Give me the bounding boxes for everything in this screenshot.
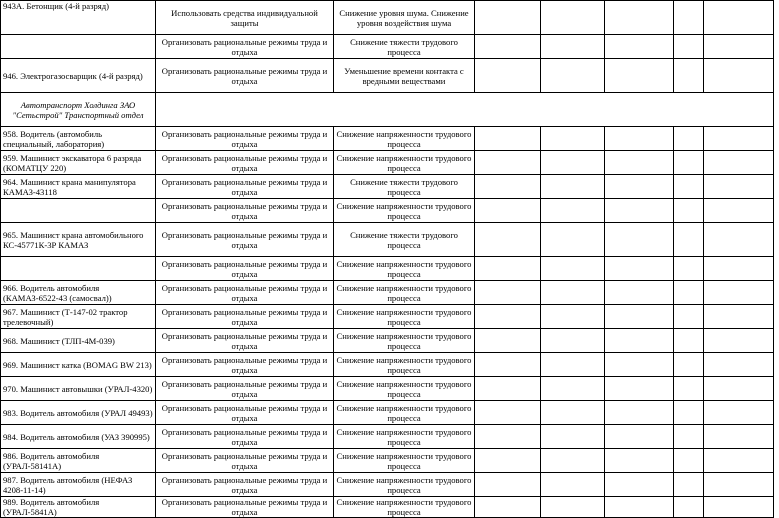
empty-cell: [674, 473, 704, 497]
empty-cell: [605, 59, 674, 93]
empty-cell: [605, 1, 674, 35]
empty-cell: [475, 199, 541, 223]
measure-cell: Организовать рациональные режимы труда и отдыха: [156, 151, 334, 175]
empty-cell: [674, 497, 704, 518]
table-row: [1, 223, 774, 257]
empty-cell: [674, 59, 704, 93]
empty-cell: [605, 305, 674, 329]
position-cell: 970. Машинист автовышки (УРАЛ-4320): [1, 377, 156, 401]
table-row: [1, 305, 774, 329]
empty-cell: [674, 199, 704, 223]
empty-cell: [541, 449, 605, 473]
table-row: [1, 449, 774, 473]
empty-cell: [704, 257, 774, 281]
empty-cell: [541, 329, 605, 353]
measure-cell: Организовать рациональные режимы труда и отдыха: [156, 353, 334, 377]
empty-cell: [541, 305, 605, 329]
empty-cell: [475, 175, 541, 199]
empty-cell: [475, 305, 541, 329]
measure-cell: Использовать средства индивидуальной защиты: [156, 1, 334, 35]
goal-cell: Снижение тяжести трудового процесса: [334, 35, 475, 59]
empty-cell: [475, 329, 541, 353]
empty-cell: [674, 353, 704, 377]
table-row: [1, 199, 774, 223]
position-cell: 965. Машинист крана автомобильного КС-45771К-3Р КАМАЗ: [1, 223, 156, 257]
empty-cell: [475, 473, 541, 497]
goal-cell: Уменьшение времени контакта с вредными веществами: [334, 59, 475, 93]
empty-cell: [475, 497, 541, 518]
position-cell: 967. Машинист (Т-147-02 трактор трелевочный): [1, 305, 156, 329]
table-row: [1, 151, 774, 175]
position-cell: 968. Машинист (ТЛП-4М-039): [1, 329, 156, 353]
table-row: [1, 377, 774, 401]
measure-cell: Организовать рациональные режимы труда и отдыха: [156, 449, 334, 473]
table-row: [1, 497, 774, 518]
empty-cell: [674, 401, 704, 425]
empty-cell: [475, 281, 541, 305]
measure-cell: Организовать рациональные режимы труда и отдыха: [156, 35, 334, 59]
goal-cell: Снижение уровня шума. Снижение уровня воздействия шума: [334, 1, 475, 35]
table-row: [1, 257, 774, 281]
empty-cell: [704, 401, 774, 425]
position-cell: 987. Водитель автомобиля (НЕФАЗ 4208-11-14): [1, 473, 156, 497]
measure-cell: Организовать рациональные режимы труда и отдыха: [156, 199, 334, 223]
empty-cell: [541, 199, 605, 223]
empty-cell: [475, 257, 541, 281]
empty-cell: [475, 425, 541, 449]
measure-cell: Организовать рациональные режимы труда и отдыха: [156, 281, 334, 305]
table-row: [1, 353, 774, 377]
goal-cell: Снижение напряженности трудового процесса: [334, 377, 475, 401]
empty-cell: [605, 281, 674, 305]
empty-cell: [674, 223, 704, 257]
goal-cell: Снижение напряженности трудового процесса: [334, 425, 475, 449]
table-row: [1, 127, 774, 151]
empty-cell: [541, 257, 605, 281]
empty-cell: [704, 223, 774, 257]
measure-cell: Организовать рациональные режимы труда и отдыха: [156, 425, 334, 449]
table-row: [1, 281, 774, 305]
empty-cell: [674, 329, 704, 353]
empty-cell: [704, 1, 774, 35]
section-row: [1, 93, 774, 127]
empty-cell: [605, 473, 674, 497]
position-cell: 959. Машинист экскаватора 6 разряда (КОМАТЦУ 220): [1, 151, 156, 175]
empty-cell: [475, 35, 541, 59]
empty-cell: [475, 377, 541, 401]
empty-cell: [674, 151, 704, 175]
empty-cell: [605, 449, 674, 473]
table-row: [1, 59, 774, 93]
empty-cell: [156, 93, 774, 127]
empty-cell: [704, 35, 774, 59]
empty-cell: [541, 353, 605, 377]
empty-cell: [541, 59, 605, 93]
empty-cell: [475, 59, 541, 93]
empty-cell: [605, 35, 674, 59]
empty-cell: [605, 353, 674, 377]
empty-cell: [605, 199, 674, 223]
goal-cell: Снижение напряженности трудового процесса: [334, 449, 475, 473]
empty-cell: [704, 59, 774, 93]
empty-cell: [541, 175, 605, 199]
goal-cell: Снижение напряженности трудового процесса: [334, 473, 475, 497]
table-body: [1, 1, 774, 518]
table-row: [1, 1, 774, 35]
measure-cell: Организовать рациональные режимы труда и отдыха: [156, 175, 334, 199]
empty-cell: [704, 305, 774, 329]
goal-cell: Снижение напряженности трудового процесса: [334, 281, 475, 305]
empty-cell: [541, 377, 605, 401]
position-cell: [1, 199, 156, 223]
goal-cell: Снижение напряженности трудового процесса: [334, 353, 475, 377]
position-cell: 966. Водитель автомобиля (КАМАЗ-6522-43 (самосвал)): [1, 281, 156, 305]
goal-cell: Снижение напряженности трудового процесса: [334, 199, 475, 223]
measure-cell: Организовать рациональные режимы труда и отдыха: [156, 329, 334, 353]
empty-cell: [605, 257, 674, 281]
empty-cell: [605, 127, 674, 151]
position-cell: 986. Водитель автомобиля (УРАЛ-58141А): [1, 449, 156, 473]
empty-cell: [674, 425, 704, 449]
measure-cell: Организовать рациональные режимы труда и отдыха: [156, 497, 334, 518]
empty-cell: [704, 175, 774, 199]
goal-cell: Снижение тяжести трудового процесса: [334, 175, 475, 199]
empty-cell: [475, 151, 541, 175]
goal-cell: Снижение напряженности трудового процесса: [334, 127, 475, 151]
measure-cell: Организовать рациональные режимы труда и отдыха: [156, 473, 334, 497]
empty-cell: [475, 223, 541, 257]
table-row: [1, 35, 774, 59]
empty-cell: [605, 497, 674, 518]
empty-cell: [541, 223, 605, 257]
empty-cell: [605, 223, 674, 257]
goal-cell: Снижение напряженности трудового процесса: [334, 401, 475, 425]
position-cell: 946. Электрогазосварщик (4-й разряд): [1, 59, 156, 93]
empty-cell: [605, 175, 674, 199]
empty-cell: [704, 449, 774, 473]
empty-cell: [674, 281, 704, 305]
empty-cell: [674, 257, 704, 281]
position-cell: 983. Водитель автомобиля (УРАЛ 49493): [1, 401, 156, 425]
measure-cell: Организовать рациональные режимы труда и отдыха: [156, 223, 334, 257]
section-title: Автотранспорт Холдинга ЗАО "Сетьстрой" Транспортный отдел: [1, 93, 156, 127]
empty-cell: [674, 377, 704, 401]
empty-cell: [541, 473, 605, 497]
empty-cell: [605, 329, 674, 353]
empty-cell: [704, 281, 774, 305]
empty-cell: [541, 425, 605, 449]
empty-cell: [704, 497, 774, 518]
empty-cell: [674, 449, 704, 473]
position-cell: 969. Машинист катка (BOMAG BW 213): [1, 353, 156, 377]
empty-cell: [605, 151, 674, 175]
table-row: [1, 473, 774, 497]
empty-cell: [541, 1, 605, 35]
measure-cell: Организовать рациональные режимы труда и отдыха: [156, 401, 334, 425]
empty-cell: [674, 127, 704, 151]
measure-cell: Организовать рациональные режимы труда и отдыха: [156, 305, 334, 329]
empty-cell: [541, 401, 605, 425]
table-row: [1, 401, 774, 425]
empty-cell: [475, 449, 541, 473]
measure-cell: Организовать рациональные режимы труда и отдыха: [156, 127, 334, 151]
empty-cell: [704, 377, 774, 401]
empty-cell: [674, 305, 704, 329]
goal-cell: Снижение напряженности трудового процесса: [334, 305, 475, 329]
empty-cell: [475, 353, 541, 377]
position-cell: [1, 35, 156, 59]
empty-cell: [674, 1, 704, 35]
goal-cell: Снижение напряженности трудового процесса: [334, 257, 475, 281]
goal-cell: Снижение напряженности трудового процесса: [334, 329, 475, 353]
position-cell: 958. Водитель (автомобиль специальный, лаборатория): [1, 127, 156, 151]
empty-cell: [541, 497, 605, 518]
empty-cell: [704, 127, 774, 151]
empty-cell: [704, 353, 774, 377]
goal-cell: Снижение напряженности трудового процесса: [334, 497, 475, 518]
empty-cell: [605, 425, 674, 449]
empty-cell: [541, 281, 605, 305]
position-cell: 989. Водитель автомобиля (УРАЛ-5841А): [1, 497, 156, 518]
empty-cell: [704, 199, 774, 223]
empty-cell: [704, 329, 774, 353]
goal-cell: Снижение напряженности трудового процесса: [334, 151, 475, 175]
table-row: [1, 329, 774, 353]
empty-cell: [605, 401, 674, 425]
empty-cell: [541, 151, 605, 175]
empty-cell: [475, 1, 541, 35]
table-row: [1, 425, 774, 449]
empty-cell: [674, 175, 704, 199]
measure-cell: Организовать рациональные режимы труда и отдыха: [156, 59, 334, 93]
empty-cell: [704, 425, 774, 449]
empty-cell: [541, 35, 605, 59]
position-cell: 943А. Бетонщик (4-й разряд): [1, 1, 156, 35]
goal-cell: Снижение тяжести трудового процесса: [334, 223, 475, 257]
measure-cell: Организовать рациональные режимы труда и отдыха: [156, 377, 334, 401]
table-row: [1, 175, 774, 199]
position-cell: 984. Водитель автомобиля (УАЗ 390995): [1, 425, 156, 449]
position-cell: [1, 257, 156, 281]
empty-cell: [674, 35, 704, 59]
measure-cell: Организовать рациональные режимы труда и отдыха: [156, 257, 334, 281]
empty-cell: [541, 127, 605, 151]
empty-cell: [704, 151, 774, 175]
empty-cell: [704, 473, 774, 497]
position-cell: 964. Машинист крана манипулятора КАМАЗ-43118: [1, 175, 156, 199]
empty-cell: [475, 127, 541, 151]
empty-cell: [475, 401, 541, 425]
empty-cell: [605, 377, 674, 401]
